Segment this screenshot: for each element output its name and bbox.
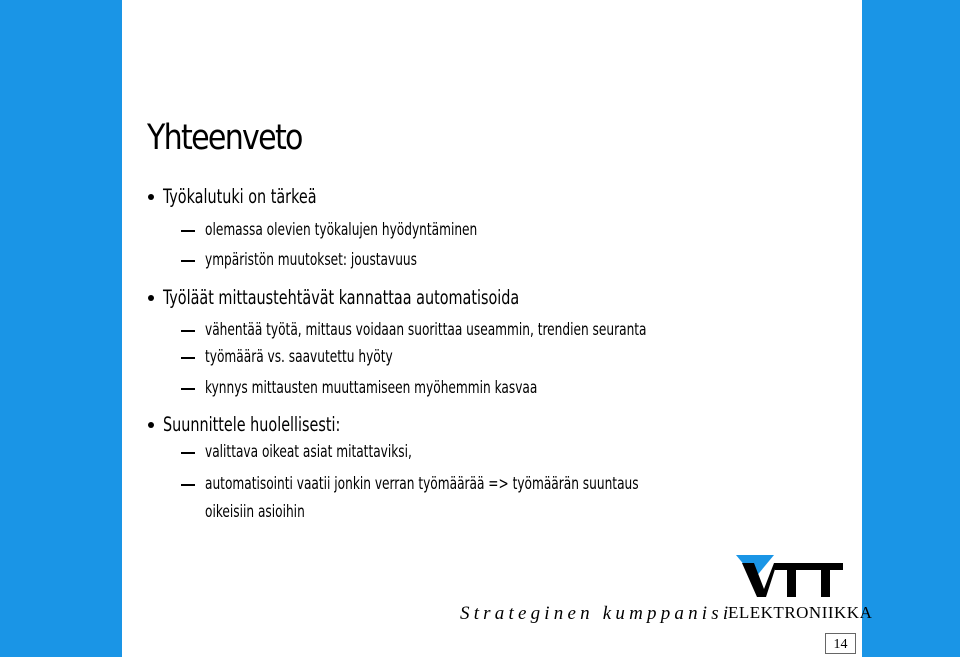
sub-bullet-item: työmäärä vs. saavutettu hyöty (205, 347, 393, 366)
footer-tagline: Strateginen kumppanisi (460, 603, 733, 624)
right-side-bar (862, 0, 960, 657)
sub-bullet-dash (181, 230, 195, 232)
page-number-box (825, 633, 856, 654)
sub-bullet-dash (181, 260, 195, 262)
sub-bullet-dash (181, 330, 195, 332)
slide (122, 5, 873, 654)
bullet-dot (148, 194, 154, 200)
sub-bullet-item: kynnys mittausten muuttamiseen myöhemmin kasvaa (205, 378, 538, 397)
bullet-item: Työläät mittaustehtävät kannattaa automatisoida (163, 286, 520, 309)
bullet-dot (148, 295, 154, 301)
page-number: 14 (833, 637, 848, 652)
vtt-logo-mark (724, 545, 854, 600)
sub-bullet-item: olemassa olevien työkalujen hyödyntäminen (205, 220, 478, 239)
sub-bullet-dash (181, 484, 195, 486)
sub-bullet-item: automatisointi vaatii jonkin verran työmäärää => työmäärän suuntaus (205, 474, 639, 493)
logo-subtitle: ELEKTRONIIKKA (728, 603, 873, 622)
sub-bullet-dash (181, 388, 195, 390)
logo-letter-t1-stem (787, 563, 796, 597)
bullet-item: Työkalutuki on tärkeä (163, 185, 317, 208)
logo-letter-t2-stem (821, 563, 830, 597)
sub-bullet-dash (181, 357, 195, 359)
sub-bullet-item: ympäristön muutokset: joustavuus (205, 250, 417, 269)
bullet-item: Suunnittele huolellisesti: (163, 413, 341, 436)
slide-title: Yhteenveto (147, 118, 302, 158)
sub-bullet-item: oikeisiin asioihin (205, 502, 305, 521)
sub-bullet-item: valittava oikeat asiat mitattaviksi, (205, 442, 412, 461)
sub-bullet-item: vähentää työtä, mittaus voidaan suorittaa useammin, trendien seuranta (205, 320, 647, 339)
sub-bullet-dash (181, 452, 195, 454)
left-side-bar (0, 0, 122, 657)
bullet-dot (148, 422, 154, 428)
